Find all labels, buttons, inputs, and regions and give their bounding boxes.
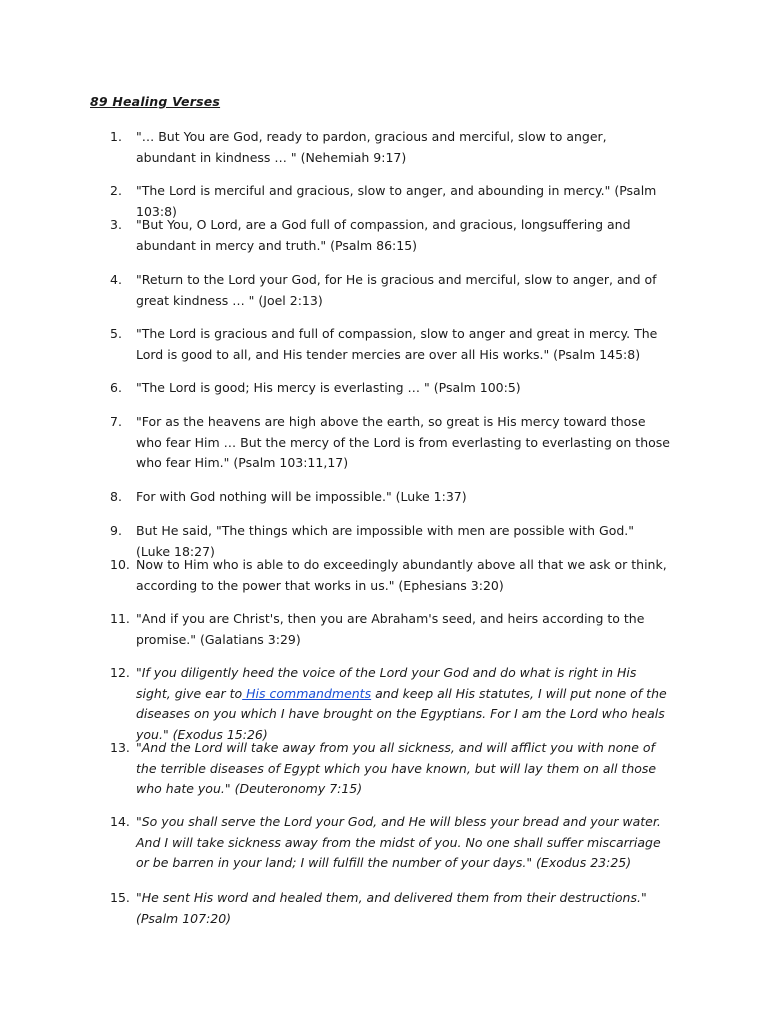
verse-text: "The Lord is gracious and full of compassion, slow to anger and great in mercy. The Lord is good to all, and His tender mercies are over all His works." (Psalm 145:8) [136, 326, 658, 362]
list-item-number: 13. [110, 740, 130, 755]
list-item [110, 555, 670, 596]
list-item [110, 888, 670, 929]
list-item [110, 215, 670, 256]
list-item [110, 324, 670, 365]
list-item [110, 487, 670, 508]
list-item [110, 127, 670, 168]
list-item-number: 5. [110, 326, 122, 341]
verse-text: For with God nothing will be impossible." (Luke 1:37) [136, 489, 467, 504]
list-item-number: 2. [110, 183, 122, 198]
verse-text: "The Lord is merciful and gracious, slow to anger, and abounding in mercy." (Psalm 103:8) [136, 183, 657, 219]
verse-text: But He said, "The things which are impossible with men are possible with God." (Luke 18:27) [136, 523, 635, 559]
list-item [110, 812, 670, 874]
list-item-number: 12. [110, 665, 130, 680]
list-item-number: 7. [110, 414, 122, 429]
list-item [110, 412, 670, 474]
list-item [110, 609, 670, 650]
verse-text-after-link: and keep all His statutes, I will put none of the diseases on you which I have brought on the Egyptians. For I am the Lord who heals you." (Exodus 15:26) [136, 685, 667, 742]
list-item-number: 14. [110, 814, 130, 829]
list-item-number: 8. [110, 489, 122, 504]
list-item-number: 1. [110, 129, 122, 144]
list-item [110, 270, 670, 311]
verse-text: "And if you are Christ's, then you are Abraham's seed, and heirs according to the promise." (Galatians 3:29) [136, 611, 645, 647]
verse-text: "And the Lord will take away from you all sickness, and will afflict you with none of the terrible diseases of Egypt which you have known, but will lay them on all those who hate you." (Deuteronomy 7:15) [136, 740, 657, 796]
his-commandments-link[interactable]: His commandments [242, 685, 372, 701]
verse-text: "He sent His word and healed them, and delivered them from their destructions." (Psalm 107:20) [136, 890, 647, 926]
verse-text: "But You, O Lord, are a God full of compassion, and gracious, longsuffering and abundant in mercy and truth." (Psalm 86:15) [136, 217, 631, 253]
list-item-number: 9. [110, 523, 122, 538]
verse-text: "So you shall serve the Lord your God, and He will bless your bread and your water. And I will take sickness away from the midst of you. No one shall suffer miscarriage or be barren in your land; I will fulfill the number of your days." (Exodus 23:25) [136, 814, 661, 870]
page-title: 89 Healing Verses [90, 94, 221, 109]
verse-text-before-link: "If you diligently heed the voice of the Lord your God and do what is right in His sight, give ear to [136, 665, 637, 701]
list-item [110, 378, 670, 399]
list-item [110, 663, 670, 745]
verse-text: Now to Him who is able to do exceedingly abundantly above all that we ask or think, according to the power that works in us." (Ephesians 3:20) [136, 557, 667, 593]
list-item-number: 11. [110, 611, 130, 626]
list-item-number: 15. [110, 890, 130, 905]
list-item-number: 3. [110, 217, 122, 232]
list-item [110, 738, 670, 800]
verse-text: "The Lord is good; His mercy is everlasting … " (Psalm 100:5) [136, 380, 521, 395]
list-item-number: 10. [110, 557, 130, 572]
list-item-number: 4. [110, 272, 122, 287]
verse-text: "For as the heavens are high above the earth, so great is His mercy toward those who fear Him … But the mercy of the Lord is from everlasting to everlasting on those who fear Him." (Psalm 103:11,17) [136, 414, 670, 470]
verse-text: "Return to the Lord your God, for He is gracious and merciful, slow to anger, and of great kindness … " (Joel 2:13) [136, 272, 657, 308]
verse-text [136, 663, 670, 745]
list-item-number: 6. [110, 380, 122, 395]
verse-text: "… But You are God, ready to pardon, gracious and merciful, slow to anger, abundant in kindness … " (Nehemiah 9:17) [136, 129, 607, 165]
